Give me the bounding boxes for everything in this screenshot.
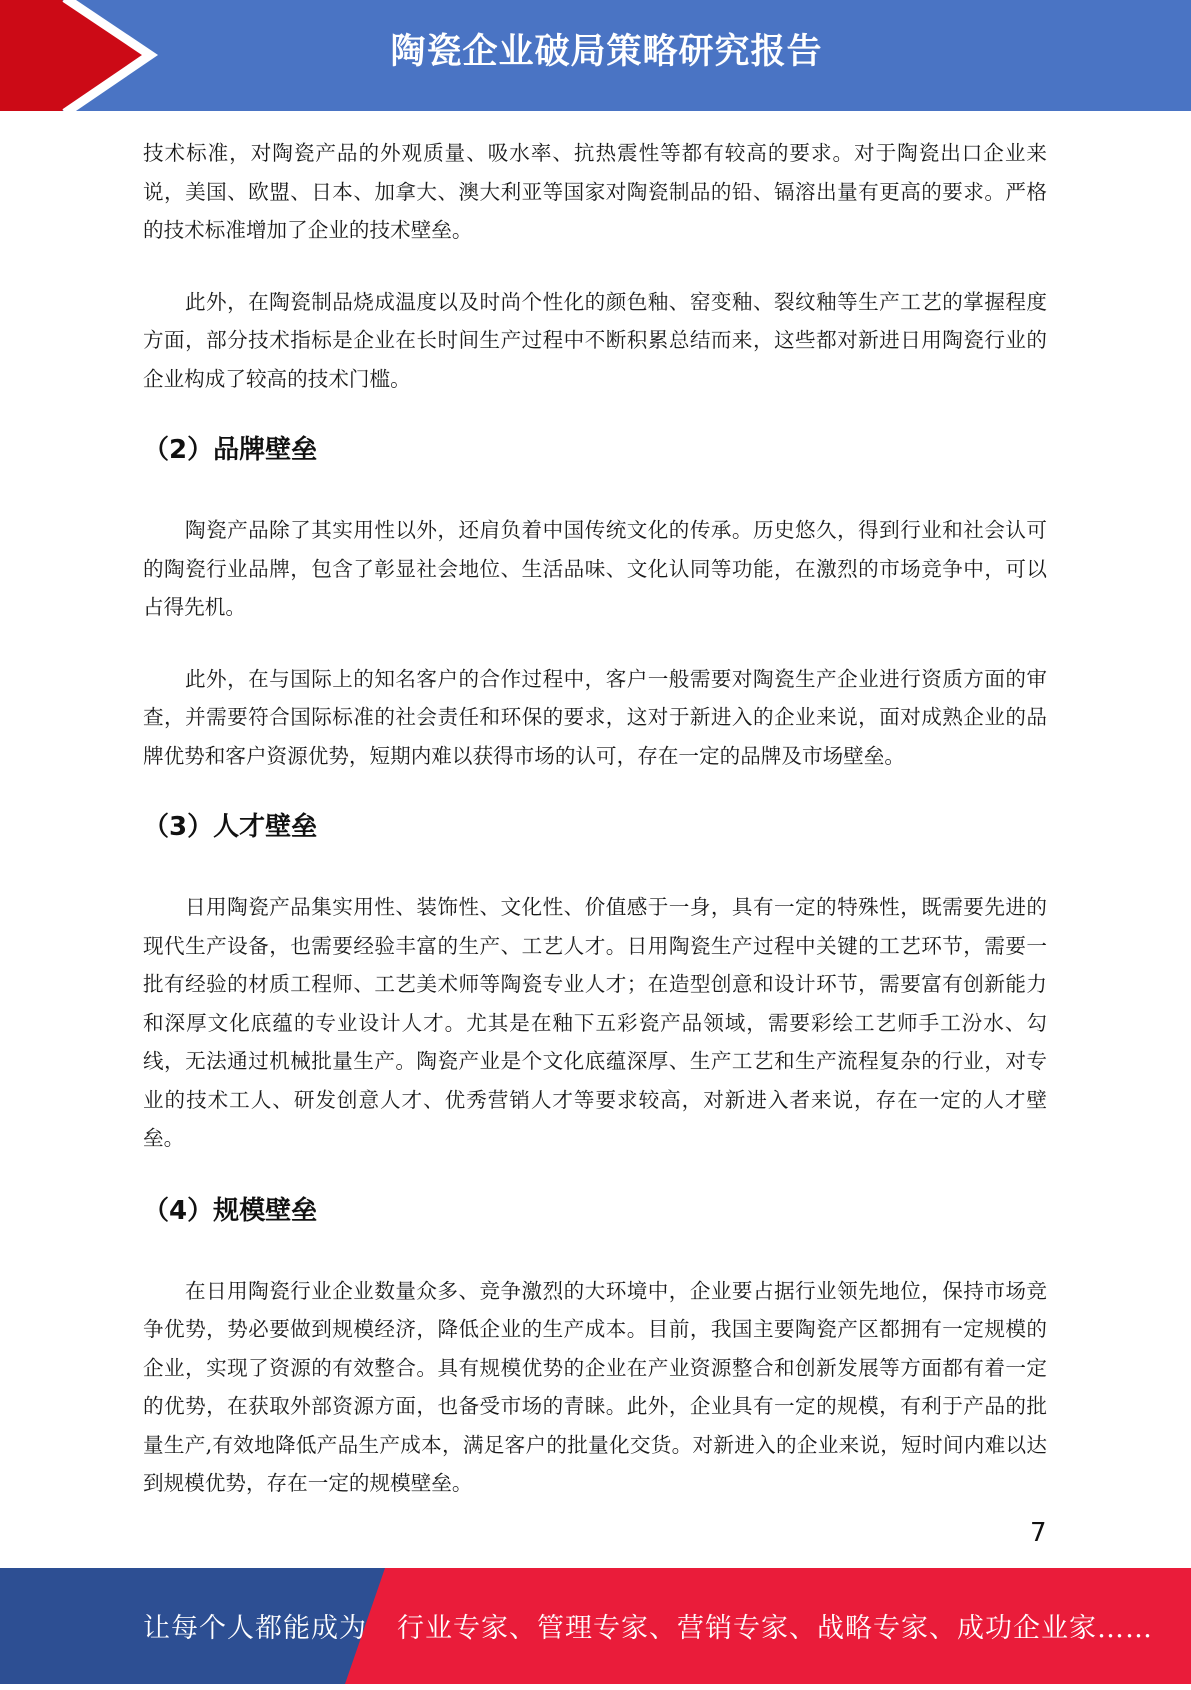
section-heading: （3）人才壁垒 <box>143 812 318 842</box>
footer-slogan-right: 行业专家、管理专家、营销专家、战略专家、成功企业家…… <box>397 1613 1153 1644</box>
paragraph: 在日用陶瓷行业企业数量众多、竞争激烈的大环境中，企业要占据行业领先地位，保持市场竞争优势，势必要做到规模经济，降低企业的生产成本。目前，我国主要陶瓷产区都拥有一定规模的企业，实现了资源的有效整合。具有规模优势的企业在产业资源整合和创新发展等方面都有着一定的优势，在获取外部资源方面，也备受市场的青睐。此外，企业具有一定的规模，有利于产品的批量生产,有效地降低产品生产成本，满足客户的批量化交货。对新进入的企业来说，短时间内难以达到规模优势，存在一定的规模壁垒。 <box>143 1278 1047 1495</box>
section-heading: （4）规模壁垒 <box>143 1195 318 1226</box>
paragraph: 日用陶瓷产品集实用性、装饰性、文化性、价值感于一身，具有一定的特殊性，既需要先进的现代生产设备，也需要经验丰富的生产、工艺人才。日用陶瓷生产过程中关键的工艺环节，需要一批有经验的材质工程师、工艺美术师等陶瓷专业人才；在造型创意和设计环节，需要富有创新能力和深厚文化底蕴的专业设计人才。尤其是在釉下五彩瓷产品领域，需要彩绘工艺师手工汾水、勾线，无法通过机械批量生产。陶瓷产业是个文化底蕴深厚、生产工艺和生产流程复杂的行业，对专业的技术工人、研发创意人才、优秀营销人才等要求较高，对新进入者来说，存在一定的人才壁垒。 <box>143 895 1047 1150</box>
page-number: 7 <box>1030 1518 1047 1548</box>
page-header <box>0 0 1191 111</box>
paragraph: 此外，在陶瓷制品烧成温度以及时尚个性化的颜色釉、窑变釉、裂纹釉等生产工艺的掌握程度方面，部分技术指标是企业在长时间生产过程中不断积累总结而来，这些都对新进日用陶瓷行业的企业构成了较高的技术门槛。 <box>143 289 1047 391</box>
footer-slogan-left: 让每个人都能成为 <box>143 1613 367 1644</box>
page-footer <box>0 1568 1191 1684</box>
paragraph: 技术标准，对陶瓷产品的外观质量、吸水率、抗热震性等都有较高的要求。对于陶瓷出口企业来说，美国、欧盟、日本、加拿大、澳大利亚等国家对陶瓷制品的铅、镉溶出量有更高的要求。严格的技术标准增加了企业的技术壁垒。 <box>143 141 1047 242</box>
page-content <box>143 134 1047 1503</box>
paragraph: 此外，在与国际上的知名客户的合作过程中，客户一般需要对陶瓷生产企业进行资质方面的审查，并需要符合国际标准的社会责任和环保的要求，这对于新进入的企业来说，面对成熟企业的品牌优势和客户资源优势，短期内难以获得市场的认可，存在一定的品牌及市场壁垒。 <box>143 666 1047 768</box>
report-title: 陶瓷企业破局策略研究报告 <box>390 32 823 72</box>
paragraph: 陶瓷产品除了其实用性以外，还肩负着中国传统文化的传承。历史悠久，得到行业和社会认可的陶瓷行业品牌，包含了彰显社会地位、生活品味、文化认同等功能，在激烈的市场竞争中，可以占得先机。 <box>143 518 1047 619</box>
section-heading: （2）品牌壁垒 <box>143 435 318 465</box>
